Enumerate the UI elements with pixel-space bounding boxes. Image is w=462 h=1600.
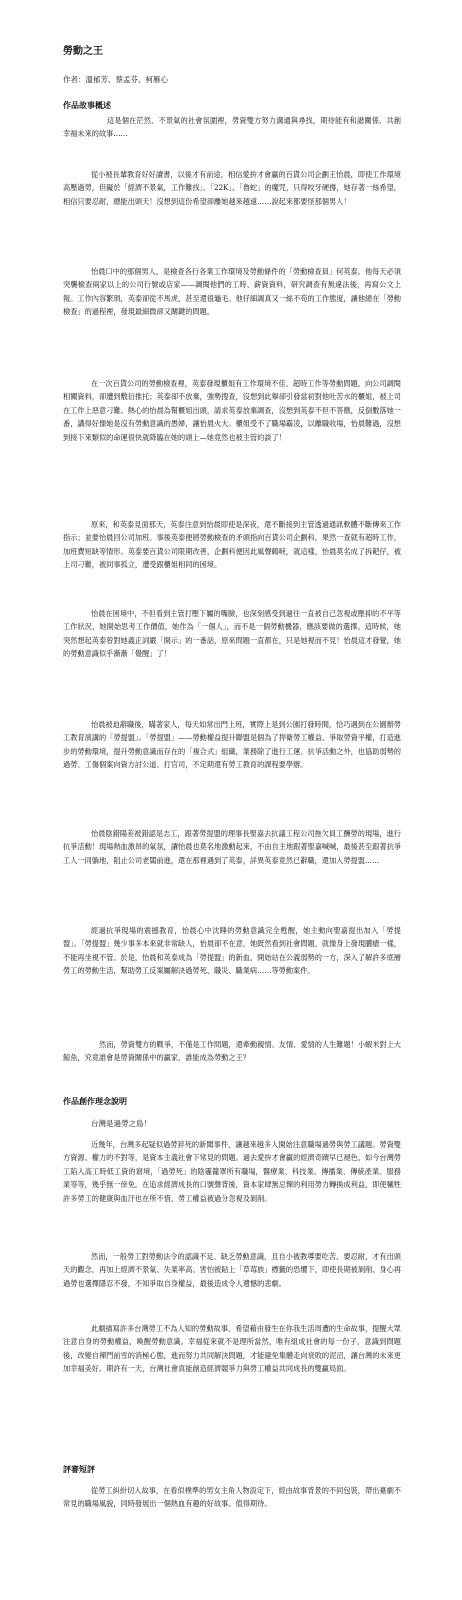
document-title: 勞動之王 [63, 46, 103, 57]
summary-paragraph: 然而，勞資雙方的戰爭，不僅是工作問題，還牽動親情、友情、愛情的人生難題！小蝦米對上大鯨魚，究竟誰會是勞資關係中的贏家，誰能成為勞動之王？ [63, 1040, 401, 1063]
concept-paragraph: 近幾年，台灣多起疑似過勞猝死的新聞事件，讓越來越多人開始注意職場過勞與勞工議題。勞資雙方資源、權力的不對等，是資本主義社會下常見的問題。過去愛拚才會贏的經濟奇蹟早已褪色，如今台灣勞工陷入高工時低工資的窘境，「過勞死」的陰霾籠罩所有職場，醫療業、科技業、傳播業、傳統產業、服務業等等，幾乎無一倖免。在追求經濟成長的口號聲背後，資本家肆無忌憚的利用勞力轉換成利益，即使犧牲許多勞工的健康與血汗也在所不惜，勞工權益被過分忽視及剝削。 [63, 1140, 401, 1203]
summary-paragraph: 怡晨被迫辭職後，瞞著家人，每天如常出門上班，實際上是到公園打發時間，恰巧遇到在公園辦勞工教育演講的「勞提盟」。「勞提盟」——勞動權益提升聯盟是個為了捍衛勞工權益、爭取勞資平權，打造進步的勞動環境，提升勞動意識而存在的「複合式」組織，業務除了進行工運、抗爭活動之外，也協助弱勢的過勞、工傷個案向資方討公道、打官司，不定期還有勞工教育的課程要學辦。 [63, 720, 401, 770]
summary-paragraph: 從小被長輩教育好好讀書，以後才有前途，相信愛拚才會贏的百貨公司企劃王怡晨，即使工作環境高壓過勞，但礙於「經濟不景氣，工作難找」、「22K」、「魯蛇」的魔咒，只得咬牙硬撐，她存著一絲希望，相信只要忍耐，總能出頭天！沒想到這份希望卻離她越來越遠……說起來都要怪那個男人！ [63, 170, 401, 206]
concept-tagline: 台灣是過勞之島！ [91, 1119, 151, 1128]
author-line: 作者：溫郁芳、蔡孟芬、柯雁心 [63, 75, 168, 84]
concept-paragraph: 然而，一般勞工對勞動法令的認識不足、缺乏勞動意識，且自小被教導要吃苦、要忍耐，才有出頭天的觀念，再加上經濟不景氣、失業率高、害怕被貼上「草莓族」標籤的恐懼下，即使長期被剝削、身心再過勞也選擇隱忍不發，不知爭取自身權益，最後造成令人遺憾的悲劇。 [63, 1252, 401, 1288]
review-heading: 評審短評 [63, 1464, 95, 1474]
summary-paragraph: 經過抗爭現場的震撼教育，怡晨心中沈睡的勞動意識完全甦醒，她主動向聖嘉提出加入「勞提盟」。「勞提盟」幾少事多本來就非常缺人，怡晨卻不在意，她既然看到社會問題，就像身上發現膿瘡一樣，不能再坐視不管。於是，怡晨和英泰成為「勞提盟」的新血，開始站在公義弱勢的一方，深入了解許多底層勞工的勞動生活，幫助勞工反案屬解決過勞死、職災、職業病……等勞動案件。 [63, 926, 401, 976]
summary-paragraph: 怡晨陰錯陽差被錯認是志工，跟著勞提盟的理事長聖嘉去抗議工程公司拖欠員工酬勞的現場，進行抗爭活動！現場熱血激昂的氣氛，讓怡晨也莫名地激動起來，不由自主地跟著聖嘉喊喊，最後甚至跟著抗爭工人一同躺地，阻止公司老闆前進，還在那裡遇到了英泰，詳異英泰竟然已辭職，還加入勞提盟…… [63, 829, 401, 865]
summary-paragraph: 原來，和英泰見面那天，英泰注意到怡晨即使是深夜，還不斷接到主管透過通訊軟體不斷傳來工作指示；並要怡晨回公司加班。事後英泰便將勞動檢查的矛頭指向百貨公司企劃科，果然一查就有超時工作，加班費短缺等情形。英泰要百貨公司限期改善，企劃科便因此風聲鶴唳，就這樣，怡晨莫名成了拆耙仔，被上司刁難，被同事孤立，遭受跟櫃姐相同的困境。 [63, 520, 401, 570]
summary-paragraph: 這是個在茫然、不景氣的社會氛圍裡，勞資雙方努力溝通與尋找，期待能有和諧關係、共創幸福未來的故事…… [63, 116, 401, 139]
concept-paragraph: 此劇描寫許多台灣勞工不為人知的勞動故事，希望藉由發生在你我生活周遭的生命故事，提醒大眾注意自身的勞動權益，喚醒勞動意識。幸福從來就不是理所當然，唯有組成社會的每一份子，意識到問題後，改變自禪門前雪的消極心態，進而努力共同解決問題，才能避免集體走向衰敗的泥沼，讓台灣的未來更加幸福美好。期許有一天，台灣社會真能創造經濟競爭力與勞工權益共同成長的雙贏局面。 [63, 1324, 401, 1374]
summary-paragraph: 怡晨口中的那個男人，是檢查各行各業工作環境及勞動條件的「勞動檢查員」何英泰。他每天必須突襲檢查兩家以上的公司行號或店家——調閱他們的工時、薪資資料，研究調查有無違法後，再寫公文上報。工作內容繁瑣，英泰卻從不馬虎，甚至還很龜毛。他仔細調真又一絲不苟的工作態度，讓他總在「勞動檢查」的過程裡，發現最細微卻又關鍵的問題。 [63, 267, 401, 317]
summary-paragraph: 怡晨在困境中，不但看到主管打壓下屬的嘴臉，也深刻感受到過往一直被自己忽視或壓抑的不平等工作狀況，她開始思考工作價值，她作為「一個人」，而不是一個勞動機器，應該要做的選擇。這時候，她突然想起英泰曾對她義正詞嚴「開示」的一番話，原來問題一直都在，只是她視而不見！怡晨這才發覺，她的勞動意識似乎漸漸「覺醒」了！ [63, 609, 401, 659]
summary-paragraph: 在一次百貨公司的勞動檢查裡，英泰發現櫃姐有工作環境不佳、超時工作等勞動問題，向公司調閱相關資料，卻遭到敷衍推托；英泰卻不放棄，強勢搜查，沒想到此舉卻引發當初對他吐苦水的櫃姐，被上司在工作上惡意刁難。熱心的怡晨為幫櫃姐出頭，請求英泰放棄調查，沒想到英泰不但不答應，反倒數落她一番，講得好像她是沒有勞動意識的愚婦，讓怡晨火大。櫃姐受不了職場霸凌，以離職收場，怡晨難過，沒想到接下來類似的命運很快就降臨在她的頭上—她竟然也被主管約談了！ [63, 379, 401, 442]
story-summary-heading: 作品故事概述 [63, 100, 111, 110]
review-paragraph: 從勞工糾紛切入故事，在看似樸準的男女主角人物設定下，經由故事背景的不同包裝，帶出臺劇不常見的職場風貌，同時發展出一個熱血有趣的好故事。值得期待。 [63, 1486, 401, 1509]
creative-concept-heading: 作品創作理念說明 [63, 1096, 127, 1106]
